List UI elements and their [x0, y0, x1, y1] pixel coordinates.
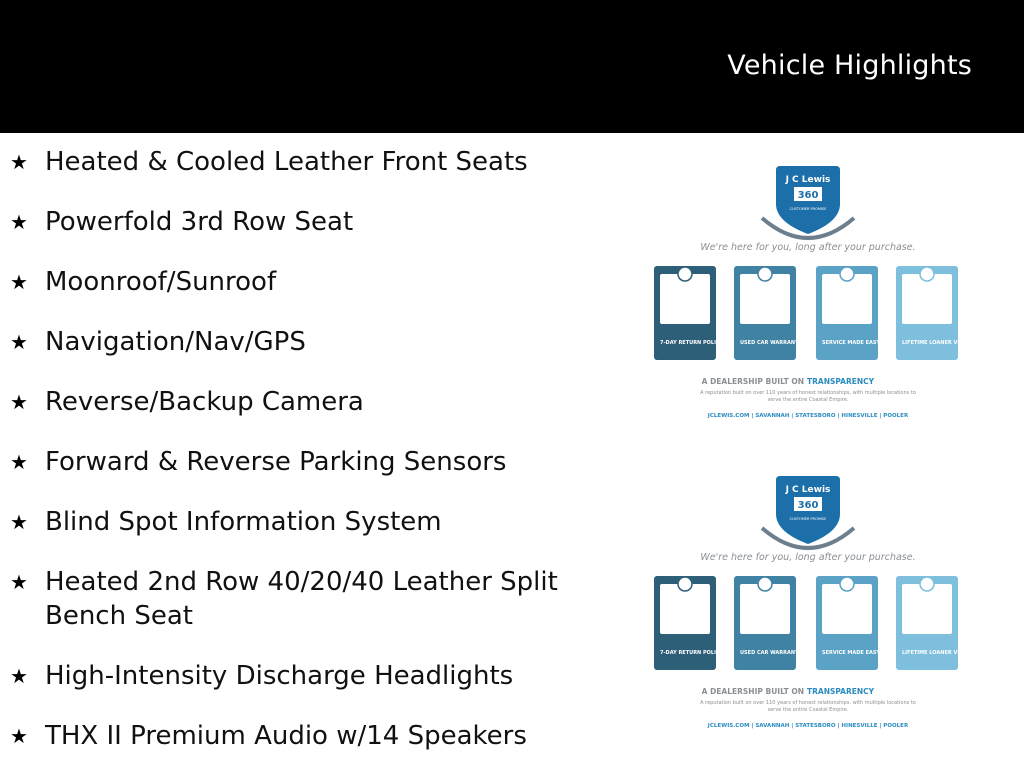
promise-card — [816, 266, 880, 360]
feature-item: ★ Powerfold 3rd Row Seat — [10, 207, 354, 237]
feature-item: ★ THX II Premium Audio w/14 Speakers — [10, 721, 527, 751]
car-icon — [920, 577, 934, 591]
promise-card — [896, 576, 978, 670]
header-bar — [0, 0, 1024, 133]
promise-card — [896, 266, 978, 360]
dollar-icon — [678, 267, 692, 281]
tagline: We're here for you, long after your purchase. — [700, 552, 916, 563]
star-icon: ★ — [10, 330, 28, 354]
badge-check-icon — [758, 577, 772, 591]
promo-graphic — [650, 162, 978, 424]
tagline: We're here for you, long after your purchase. — [700, 242, 916, 253]
building-icon — [840, 577, 854, 591]
card-title: USED CAR WARRANTY — [740, 340, 803, 346]
star-icon: ★ — [10, 390, 28, 414]
card-title: 7-DAY RETURN POLICY — [660, 340, 724, 346]
feature-item: ★ Blind Spot Information System — [10, 507, 442, 537]
brand-logo: J C Lewis — [785, 485, 831, 495]
feature-item: ★ Heated 2nd Row 40/20/40 Leather Split Bench Seat — [10, 567, 558, 631]
feature-item: ★ Heated & Cooled Leather Front Seats — [10, 147, 528, 177]
badge-subtitle: CUSTOMER PROMISE — [789, 207, 827, 211]
headline-a: A DEALERSHIP BUILT ON — [701, 377, 804, 386]
brand-logo: J C Lewis — [785, 175, 831, 185]
locations-line: JCLEWIS.COM | SAVANNAH | STATESBORO | HINESVILLE | POOLER — [707, 413, 909, 419]
badge-subtitle: CUSTOMER PROMISE — [789, 517, 827, 521]
badge-check-icon — [758, 267, 772, 281]
star-icon: ★ — [10, 450, 28, 474]
feature-list — [10, 145, 590, 779]
promo-graphic — [650, 472, 978, 734]
dollar-icon — [678, 577, 692, 591]
promise-card — [654, 266, 724, 360]
feature-item: ★ Moonroof/Sunroof — [10, 267, 277, 297]
locations-line: JCLEWIS.COM | SAVANNAH | STATESBORO | HINESVILLE | POOLER — [707, 723, 909, 729]
star-icon: ★ — [10, 210, 28, 234]
star-icon: ★ — [10, 570, 28, 594]
subline-2: serve the entire Coastal Empire. — [767, 707, 849, 713]
promise-card — [734, 576, 802, 670]
card-title: LIFETIME LOANER VEHICLE — [902, 340, 978, 346]
promise-card — [654, 576, 724, 670]
card-title: USED CAR WARRANTY — [740, 650, 803, 656]
headline-b: TRANSPARENCY — [807, 377, 875, 386]
star-icon: ★ — [10, 270, 28, 294]
page-title: Vehicle Highlights — [727, 50, 972, 81]
star-icon: ★ — [10, 150, 28, 174]
feature-item: ★ Forward & Reverse Parking Sensors — [10, 447, 507, 477]
feature-item: ★ Reverse/Backup Camera — [10, 387, 364, 417]
promo-svg — [650, 162, 978, 424]
subline-2: serve the entire Coastal Empire. — [767, 397, 849, 403]
promise-card — [816, 576, 880, 670]
star-icon: ★ — [10, 664, 28, 688]
card-title: SERVICE MADE EASY — [822, 650, 881, 656]
card-title: SERVICE MADE EASY — [822, 340, 881, 346]
headline-a: A DEALERSHIP BUILT ON — [701, 687, 804, 696]
star-icon: ★ — [10, 724, 28, 748]
building-icon — [840, 267, 854, 281]
subline-1: A reputation built on over 110 years of honest relationships, with multiple locations to — [700, 700, 916, 706]
headline-b: TRANSPARENCY — [807, 687, 875, 696]
badge-number: 360 — [797, 190, 819, 201]
feature-item: ★ High-Intensity Discharge Headlights — [10, 661, 514, 691]
subline-1: A reputation built on over 110 years of honest relationships, with multiple locations to — [700, 390, 916, 396]
card-title: LIFETIME LOANER VEHICLE — [902, 650, 978, 656]
promise-card — [734, 266, 802, 360]
card-title: 7-DAY RETURN POLICY — [660, 650, 724, 656]
promo-svg — [650, 472, 978, 734]
badge-number: 360 — [797, 500, 819, 511]
feature-item: ★ Navigation/Nav/GPS — [10, 327, 306, 357]
car-icon — [920, 267, 934, 281]
star-icon: ★ — [10, 510, 28, 534]
